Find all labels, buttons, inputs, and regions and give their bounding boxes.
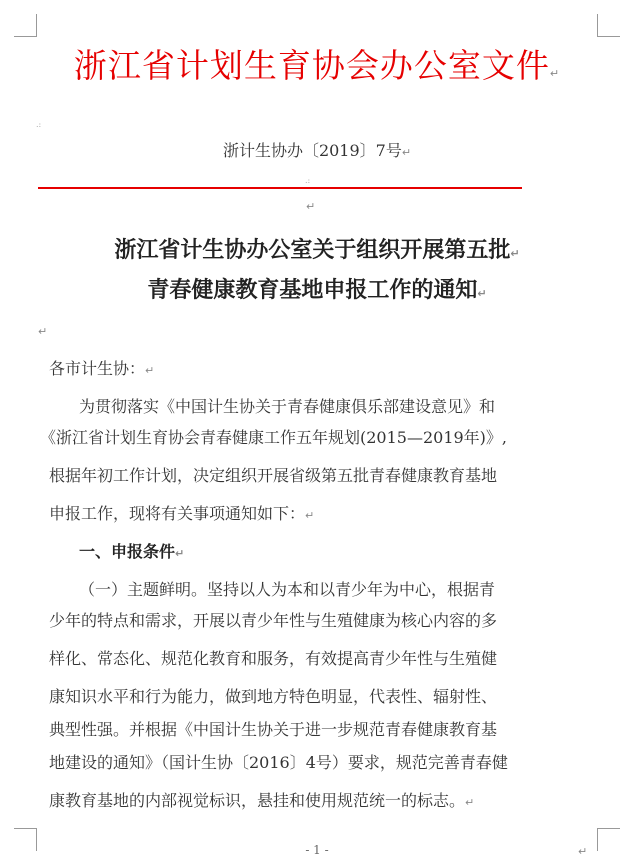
paragraph-mark-icon: ↵ xyxy=(401,146,412,159)
body-paragraph-2-line-2: 少年的特点和需求，开展以青少年性与生殖健康为核心内容的多 xyxy=(49,611,498,630)
paragraph-mark-icon: ↵ xyxy=(465,796,475,809)
body-paragraph-2-line-6: 地建设的通知》（国计生协〔2016〕4号）要求，规范完善青春健 xyxy=(49,753,508,772)
body-paragraph-2-line-7: 康教育基地的内部视觉标识，悬挂和使用规范统一的标志。↵ xyxy=(49,791,475,810)
body-paragraph-1-line-2: 《浙江省计划生育协会青春健康工作五年规划(2015—2019年)》, xyxy=(40,428,508,447)
paragraph-mark-icon: ↵ xyxy=(145,364,155,377)
notice-title xyxy=(0,232,634,312)
paragraph-mark-icon: .: xyxy=(36,120,42,129)
body-paragraph-1-line-3: 根据年初工作计划，决定组织开展省级第五批青春健康教育基地 xyxy=(49,466,498,485)
paragraph-mark-icon: ↵ xyxy=(175,547,185,560)
paragraph-mark-icon: ↵ xyxy=(38,325,48,338)
paragraph-mark-icon: ↵ xyxy=(578,845,588,858)
paragraph-mark-icon: ↵ xyxy=(549,67,561,80)
notice-title-line-1: 浙江省计生协办公室关于组织开展第五批 xyxy=(114,237,511,263)
document-header-title: 浙江省计划生育协会办公室文件↵ xyxy=(73,46,561,85)
body-paragraph-2-line-1: （一）主题鲜明。坚持以人为本和以青少年为中心，根据青 xyxy=(79,580,496,599)
section-heading-1: 一、申报条件↵ xyxy=(79,542,185,561)
body-paragraph-2-line-4: 康知识水平和行为能力，做到地方特色明显，代表性、辐射性、 xyxy=(49,687,498,706)
salutation: 各市计生协：↵ xyxy=(49,359,155,378)
paragraph-mark-icon: ↵ xyxy=(305,509,315,522)
page-corner-mark-top-left xyxy=(14,14,37,37)
red-separator-line xyxy=(38,187,522,189)
paragraph-mark-icon: ↵ xyxy=(477,287,487,300)
body-paragraph-1-line-1: 为贯彻落实《中国计生协关于青春健康俱乐部建设意见》和 xyxy=(79,397,496,416)
body-paragraph-2-line-3: 样化、常态化、规范化教育和服务，有效提高青少年性与生殖健 xyxy=(49,649,498,668)
document-number: 浙计生协办〔2019〕7号↵ xyxy=(222,141,412,160)
paragraph-mark-icon: .: xyxy=(305,176,311,185)
body-paragraph-1-line-4: 申报工作，现将有关事项通知如下：↵ xyxy=(49,504,315,523)
paragraph-mark-icon: ↵ xyxy=(510,247,520,260)
paragraph-mark-icon: ↵ xyxy=(306,200,316,213)
body-paragraph-2-line-5: 典型性强。并根据《中国计生协关于进一步规范青春健康教育基 xyxy=(49,720,498,739)
notice-title-line-2: 青春健康教育基地申报工作的通知 xyxy=(147,277,478,303)
page-corner-mark-top-right xyxy=(597,14,620,37)
page-number: - 1 - xyxy=(305,843,329,857)
